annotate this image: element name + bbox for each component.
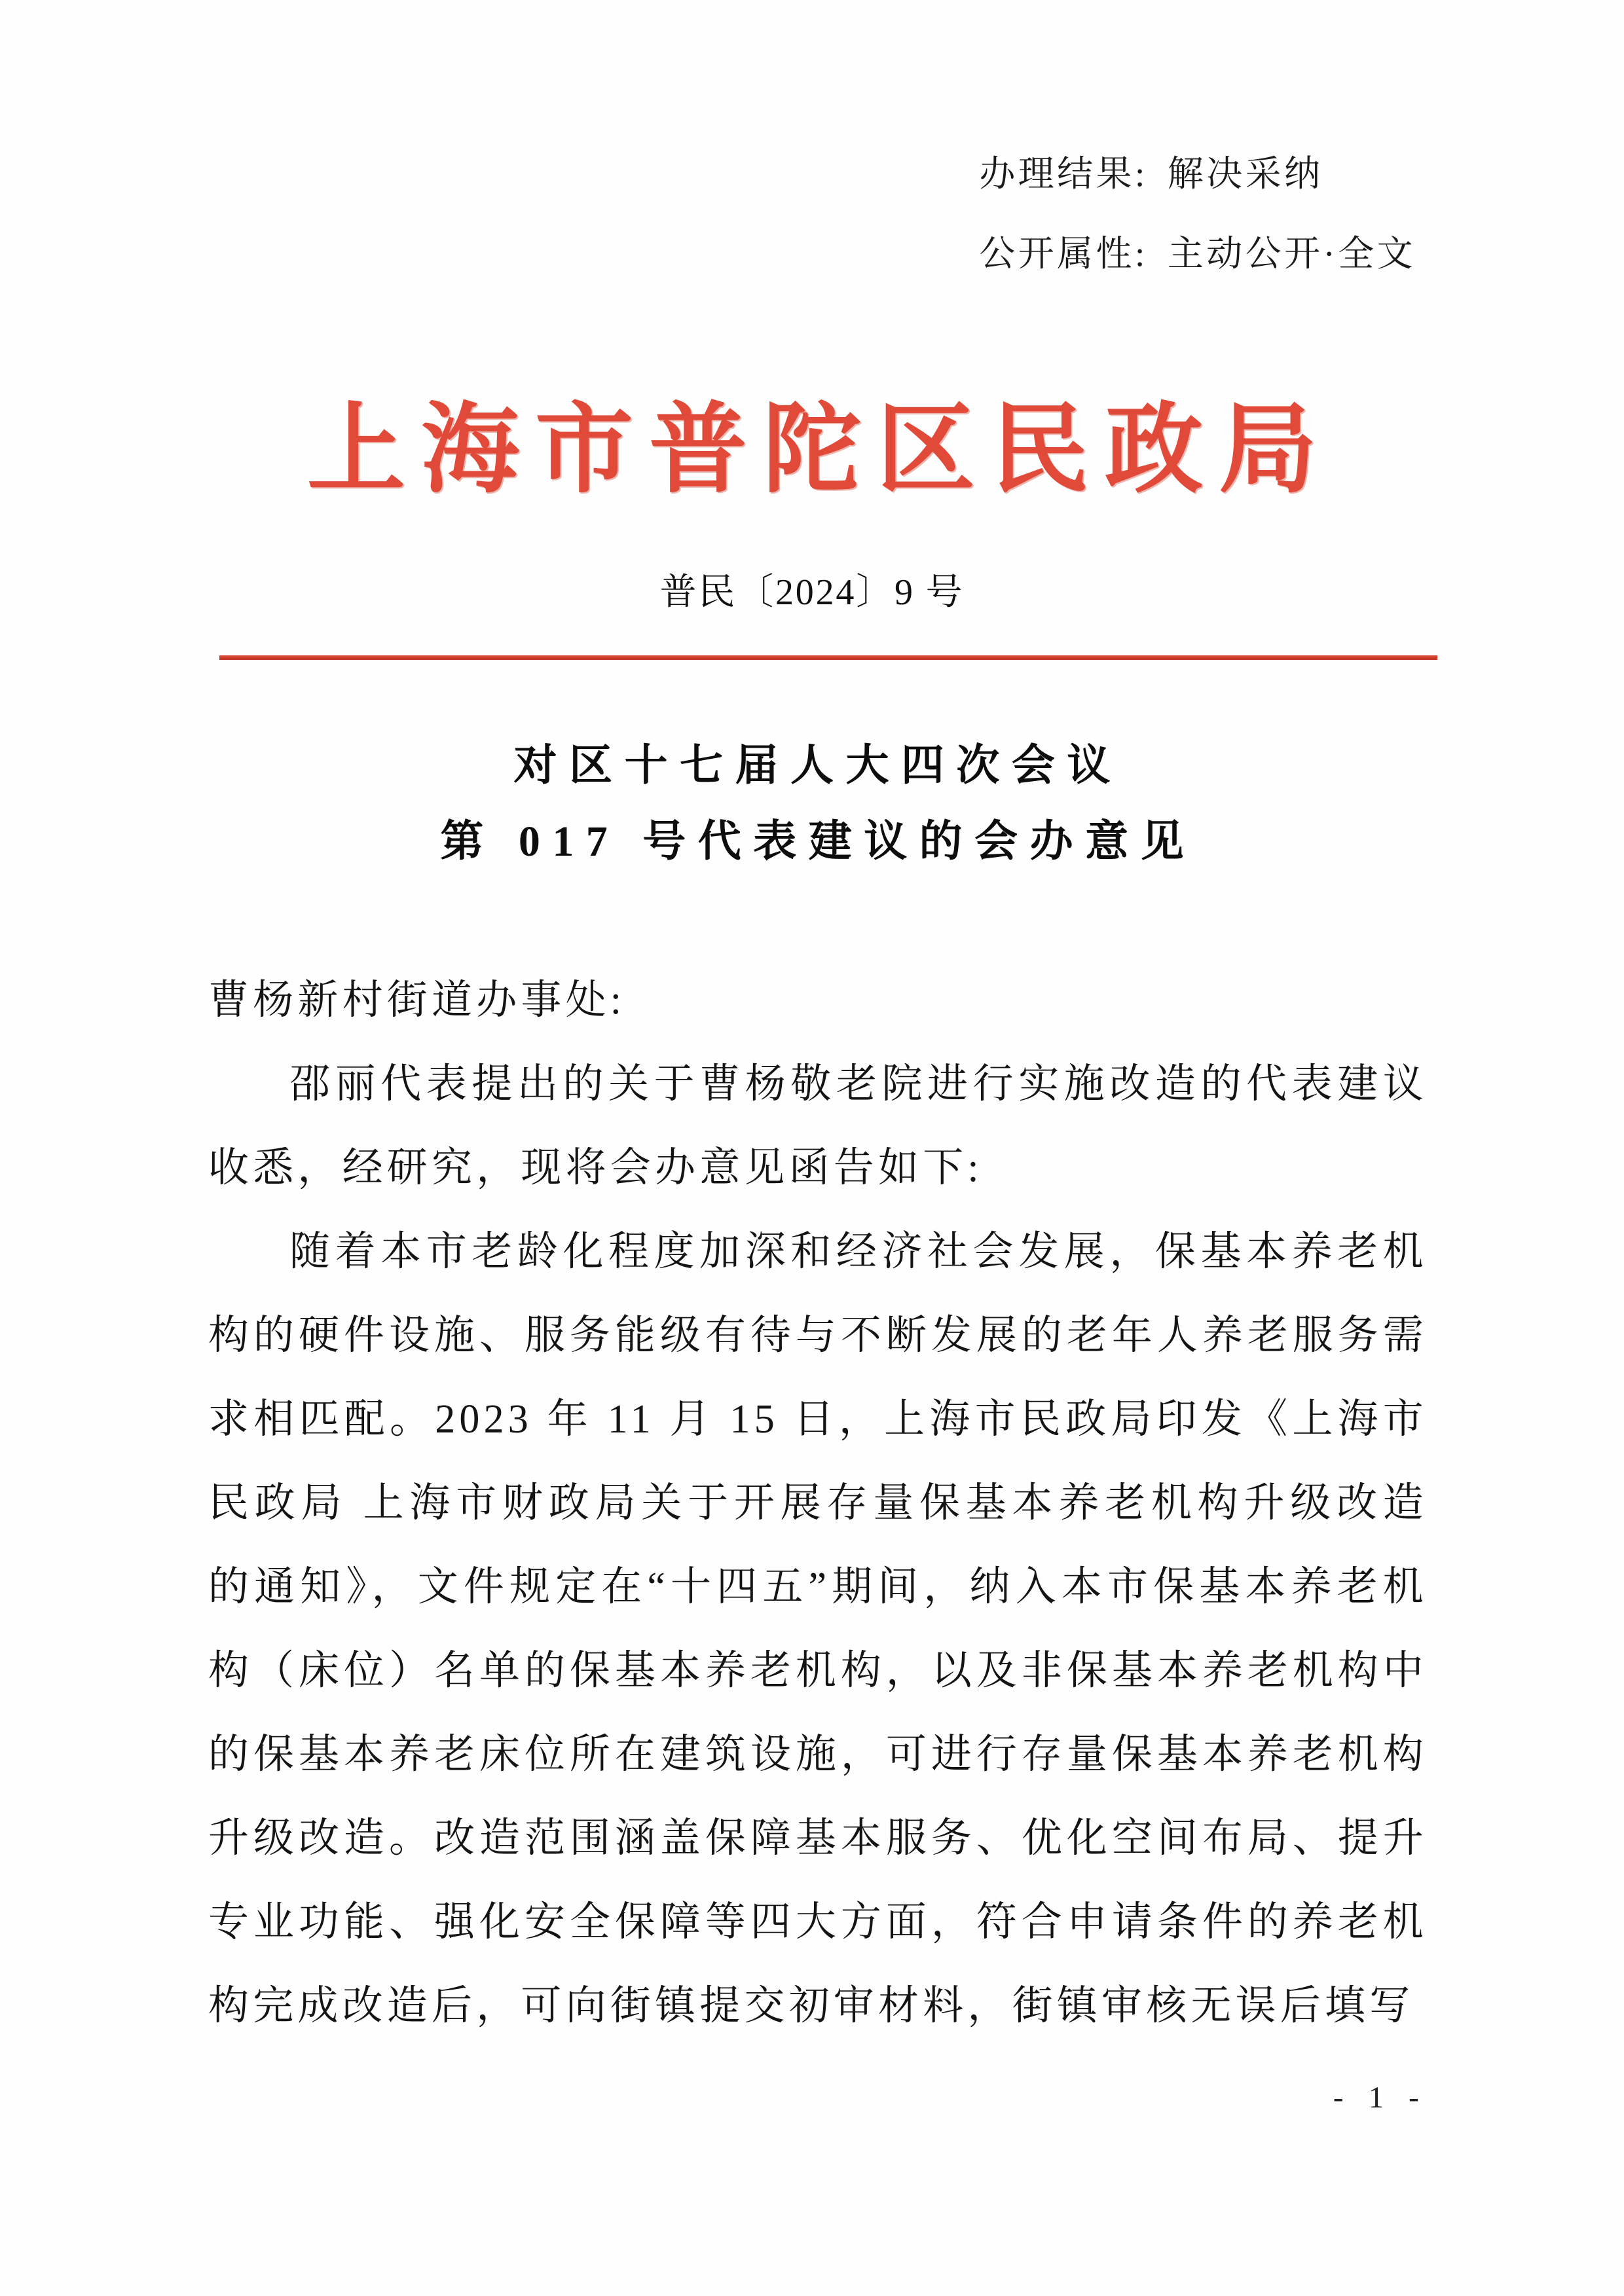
document-body (208, 958, 1428, 2048)
publicity-attribute-line (979, 214, 1416, 294)
publicity-attribute-value: 主动公开·全文 (1167, 234, 1416, 274)
subject-line-2: 第 017 号代表建议的会办意见 (440, 818, 1196, 866)
page-number: - 1 - (1333, 2081, 1428, 2115)
subject-line-1: 对区十七届人大四次会议 (513, 742, 1122, 790)
document-number: 普民〔2024〕9 号 (659, 572, 965, 613)
header-meta (979, 134, 1416, 294)
body-paragraph-2: 随着本市老龄化程度加深和经济社会发展，保基本养老机构的硬件设施、服务能级有待与不断发展的老年人养老服务需求相匹配。2023 年 11 月 15 日，上海市民政局印发《上海市民政局 上海市财政局关于开展存量保基本养老机构升级改造的通知》，文件规定在“十四五”期间，纳入本市保基本养老机构（床位）名单的保基本养老机构，以及非保基本养老机构中的保基本养老床位所在建筑设施，可进行存量保基本养老机构升级改造。改造范围涵盖保障基本服务、优化空间布局、提升专业功能、强化安全保障等四大方面，符合申请条件的养老机构完成改造后，可向街镇提交初审材料，街镇审核无误后填写 (208, 1230, 1428, 2028)
processing-result-label: 办理结果: (979, 154, 1148, 194)
letterhead-divider-rule (219, 655, 1437, 660)
agency-letterhead-title: 上海市普陀区民政局 (306, 396, 1333, 505)
processing-result-line (979, 134, 1416, 214)
publicity-attribute-label: 公开属性: (979, 234, 1148, 274)
processing-result-value: 解决采纳 (1167, 154, 1323, 194)
salutation: 曹杨新村街道办事处: (208, 978, 626, 1023)
document-subject (0, 728, 1624, 880)
body-paragraph-1: 邵丽代表提出的关于曹杨敬老院进行实施改造的代表建议收悉，经研究，现将会办意见函告如下: (208, 1062, 1428, 1190)
